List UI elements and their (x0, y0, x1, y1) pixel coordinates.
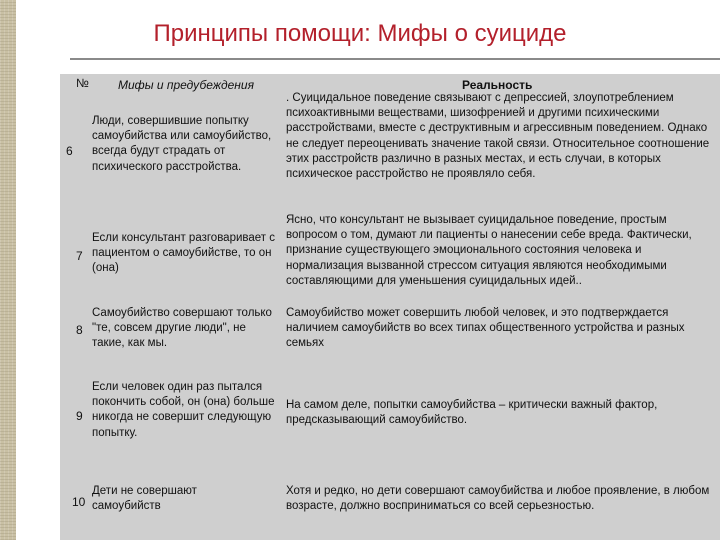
row-number: 7 (76, 249, 83, 263)
row-number: 6 (66, 144, 73, 158)
myth-text: Если человек один раз пытался покончить собой, он (она) больше никогда не совершит следующую попытку. (92, 381, 275, 439)
reality-text: Ясно, что консультант не вызывает суицидальное поведение, простым вопросом о том, думают ли пациенты о нанесении себе вреда. Фактически, признание существующего эмоционального состояния человека и нормализация вызванной стрессом ситуация являются необходимыми составляющими для уменьшения суицидальных идей.. (286, 214, 692, 287)
header-myths: Мифы и предубеждения (118, 78, 254, 92)
reality-text: На самом деле, попытки самоубийства – критически важный фактор, предсказывающий самоубийство. (286, 399, 658, 427)
myth-text: Дети не совершают самоубийств (92, 485, 197, 513)
reality-text: Самоубийство может совершить любой человек, и это подтверждается наличием самоубийств во всех типах общественного устройства и разных семьях (286, 307, 685, 350)
row-number: 10 (72, 495, 86, 509)
myth-text: Самоубийство совершают только "те, совсем другие люди", не такие, как мы. (92, 307, 272, 350)
header-number: № (76, 76, 89, 90)
slide-title: Принципы помощи: Мифы о суициде (153, 20, 567, 47)
reality-text: Хотя и редко, но дети совершают самоубийства и любое проявление, в любом возрасте, должно восприниматься со всей серьезностью. (286, 485, 710, 513)
header-reality: Реальность (462, 78, 533, 92)
myth-text: Люди, совершившие попытку самоубийства или самоубийство, всегда будут страдать от психического расстройства. (92, 115, 272, 173)
row-number: 8 (76, 323, 83, 337)
row-number: 9 (76, 409, 83, 423)
myth-text: Если консультант разговаривает с пациентом о самоубийстве, то он (она) (92, 232, 275, 275)
title-divider (70, 58, 720, 60)
decorative-side-strip (0, 0, 16, 540)
reality-text: . Суицидальное поведение связывают с депрессией, злоупотреблением психоактивными веществами, шизофренией и другими психическими расстройствами, вместе с деструктивным и агрессивным поведением. Однако не следует переоценивать значение такой связи. Относительное соотношение этих расстройств различно в разных местах, и есть случаи, в которых психическое расстройство не проявляло себя. (286, 92, 710, 181)
